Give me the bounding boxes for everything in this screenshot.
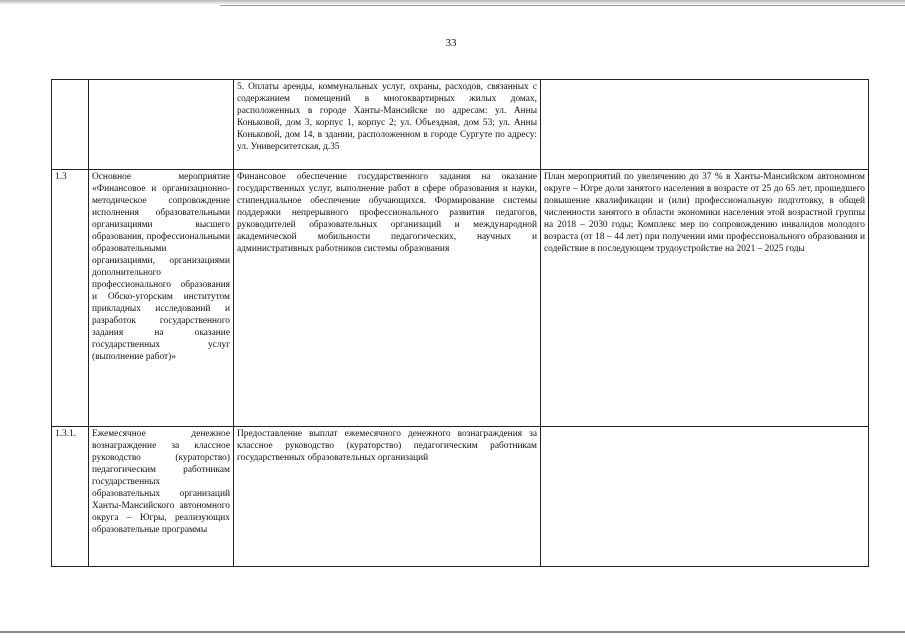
activity-name: Основное мероприятие «Финансовое и организационно-методическое сопровождение исполнения образовательными организациями высшего образования, профессиональными образовательными организациями, организациями дополнительного профессионального образования и Обско-угорским институтом прикладных исследований и разработок государственного задания на оказание государственных услуг (выполнение работ)» — [92, 172, 230, 362]
activity-name-cell — [89, 427, 234, 567]
table-row — [52, 427, 869, 567]
activity-content-cell — [234, 170, 541, 427]
row-number: 1.3 — [55, 172, 67, 182]
row-number: 1.3.1. — [55, 429, 77, 439]
plan-reference-cell — [541, 427, 869, 567]
activity-content: Предоставление выплат ежемесячного денежного вознаграждения за классное руководство (кураторство) педагогическим работникам государственных образовательных организаций — [237, 429, 537, 463]
plan-reference: План мероприятий по увеличению до 37 % в Ханты-Мансийском автономном округе – Югре доли занятого населения в возрасте от 25 до 65 лет, прошедшего повышение квалификации и (или) профессиональную подготовку, в общей численности занятого в области экономики населения этой возрастной группы на 2018 – 2030 годы; Комплекс мер по сопровождению инвалидов молодого возраста (от 18 – 44 лет) при получении ими профессионального образования и содействие в последующем трудоустройстве на 2021 – 2025 годы — [544, 172, 865, 254]
activity-name-cell — [89, 170, 234, 427]
activity-name-cell — [89, 80, 234, 170]
row-number-cell — [52, 427, 89, 567]
program-activities-table — [51, 79, 869, 567]
plan-reference-cell — [541, 170, 869, 427]
table-row — [52, 170, 869, 427]
row-number-cell — [52, 170, 89, 427]
activity-content: 5. Оплаты аренды, коммунальных услуг, охраны, расходов, связанных с содержанием помещений в многоквартирных жилых домах, расположенных в городе Ханты-Мансийске по адресам: ул. Анны Коньковой, дом 3, корпус 1, корпус 2; ул. Объездная, дом 53; ул. Анны Коньковой, дом 14, в здании, расположенном в городе Сургуте по адресу: ул. Университетская, д.35 — [237, 82, 537, 152]
table-row — [52, 80, 869, 170]
scan-edge-line — [220, 5, 905, 6]
activity-name: Ежемесячное денежное вознаграждение за классное руководство (кураторство) педагогическим работникам государственных образовательных организаций Ханты-Мансийского автономного округа – Югры, реализующих образовательные программы — [92, 429, 230, 535]
scan-edge-bottom — [0, 631, 905, 633]
row-number-cell — [52, 80, 89, 170]
scan-edge-top — [0, 0, 905, 4]
activity-content-cell — [234, 80, 541, 170]
plan-reference-cell — [541, 80, 869, 170]
activity-content-cell — [234, 427, 541, 567]
page-number: 33 — [445, 37, 457, 49]
activity-content: Финансовое обеспечение государственного задания на оказание государственных услуг, выполнение работ в сфере образования и науки, стипендиальное обеспечение обучающихся. Формирование системы поддержки непрерывного профессионального развития педагогов, руководителей образовательных организаций и международной академической мобильности педагогических, научных и административных работников системы образования — [237, 172, 537, 254]
